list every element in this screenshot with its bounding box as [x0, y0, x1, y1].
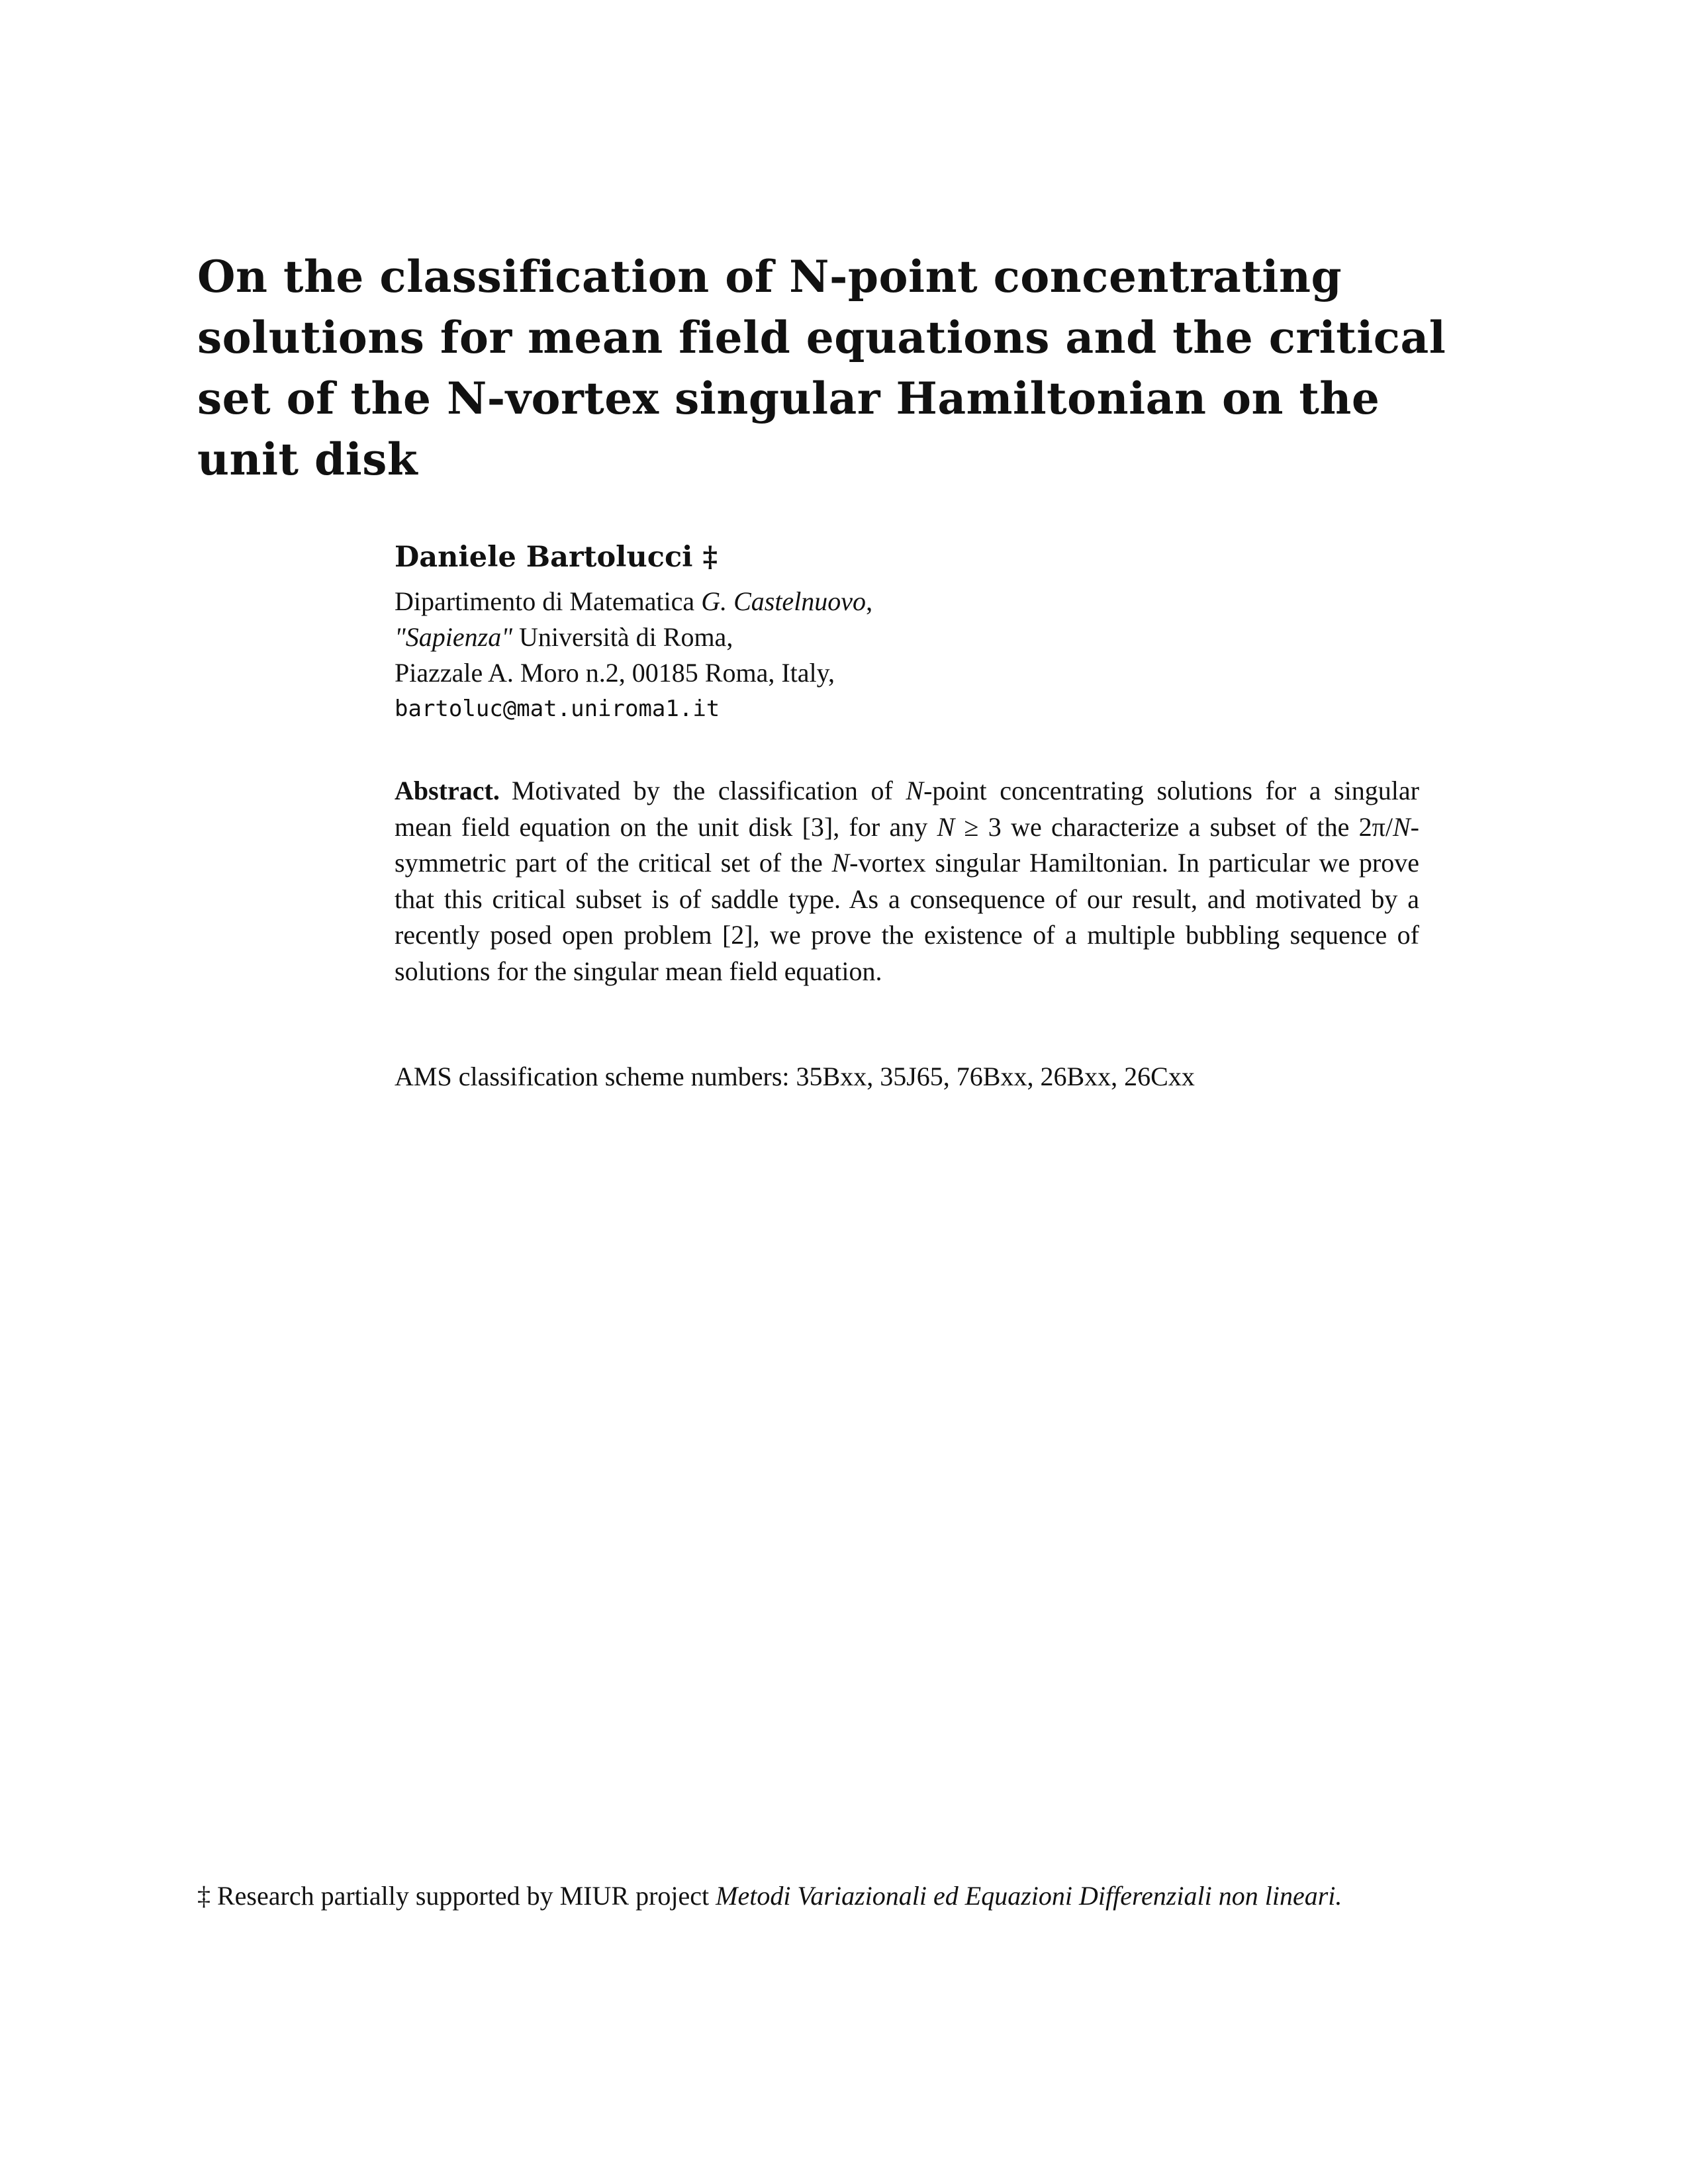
abstract: [395, 773, 1419, 989]
abstract-text: -symmetric part of the critical set of the: [395, 811, 1419, 878]
footnote-italic: Metodi Variazionali ed Equazioni Differenziali non lineari.: [716, 1881, 1342, 1911]
abstract-text: -point concentrating solutions for a singular mean field equation on the unit disk [3], for any: [395, 776, 1419, 842]
abstract-text: ≥ 3 we characterize a subset of the 2π/: [955, 811, 1393, 842]
affiliation-line-2: [395, 619, 1427, 655]
abstract-label: Abstract.: [395, 776, 500, 805]
affiliation-text: Dipartimento di Matematica: [395, 586, 702, 616]
math-var: N: [937, 811, 955, 842]
affiliation-text: ,: [866, 586, 873, 616]
math-var: N: [1392, 811, 1411, 842]
math-var: N: [906, 776, 924, 805]
affiliation-italic: G. Castelnuovo: [701, 586, 867, 616]
math-var: N: [831, 848, 850, 878]
title-line: solutions for mean field equations and the critical: [197, 312, 1446, 363]
footnote: [197, 1878, 1421, 1915]
abstract-text: -vortex singular Hamiltonian. In particular we prove that this critical subset is of saddle type. As a consequence of our result, and motivated by a recently posed open problem [2], we prove the existence of a multiple bubbling sequence of solutions for the singular mean field equation.: [395, 848, 1419, 986]
paper-title: [197, 246, 1446, 490]
affiliation-line-3: Piazzale A. Moro n.2, 00185 Roma, Italy,: [395, 658, 835, 688]
affiliation-italic: "Sapienza": [395, 622, 513, 652]
abstract-text: Motivated by the classification of: [511, 776, 906, 805]
author-block: [395, 537, 1427, 727]
title-line: unit disk: [197, 433, 418, 485]
affiliation-text: Università di Roma,: [512, 622, 733, 652]
affiliation-line-1: [395, 584, 1427, 619]
author-name: Daniele Bartolucci ‡: [395, 541, 718, 574]
title-line: On the classification of N-point concentrating: [197, 251, 1342, 302]
author-email: bartoluc@mat.uniroma1.it: [395, 696, 720, 722]
ams-classification: AMS classification scheme numbers: 35Bxx, 35J65, 76Bxx, 26Bxx, 26Cxx: [395, 1062, 1195, 1091]
footnote-text: ‡ Research partially supported by MIUR project: [197, 1881, 716, 1911]
title-line: set of the N-vortex singular Hamiltonian on the: [197, 373, 1380, 424]
